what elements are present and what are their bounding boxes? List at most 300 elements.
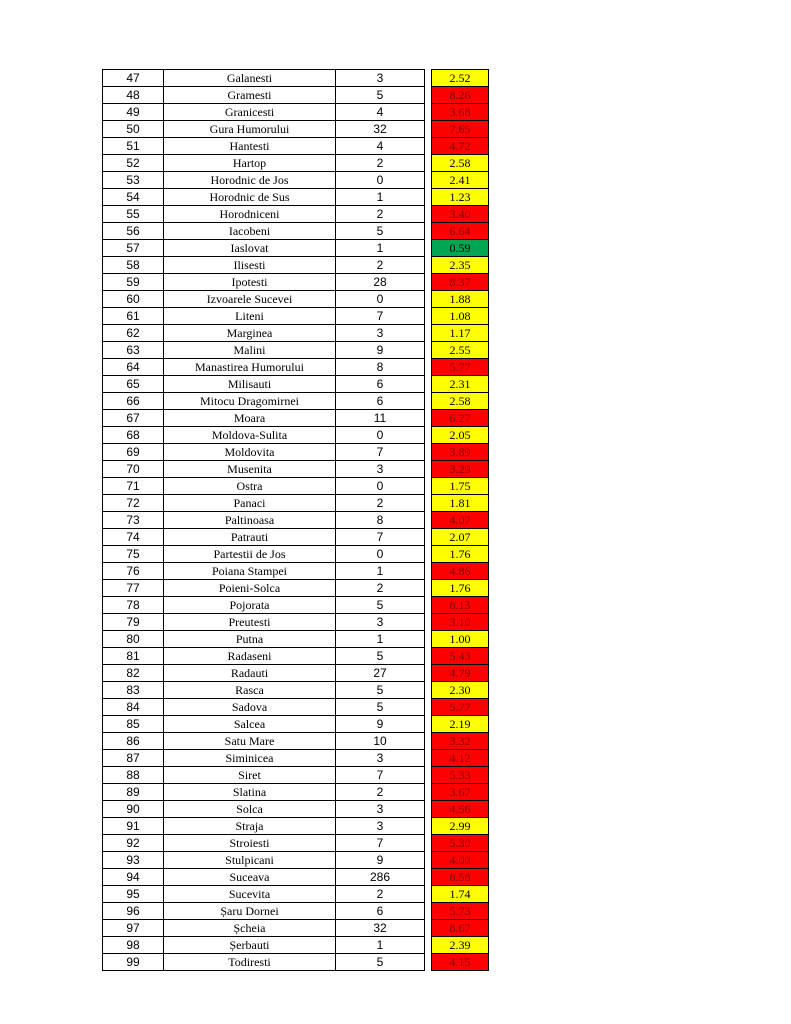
locality-name-cell: Poiana Stampei	[164, 563, 336, 580]
case-count-cell: 0	[336, 546, 425, 563]
case-count-cell: 5	[336, 648, 425, 665]
incidence-rate-cell: 2.31	[432, 376, 489, 393]
row-number-cell: 69	[103, 444, 164, 461]
column-spacer	[425, 342, 432, 359]
case-count-cell: 5	[336, 682, 425, 699]
case-count-cell: 7	[336, 308, 425, 325]
incidence-rate-cell: 3.29	[432, 461, 489, 478]
incidence-rate-cell: 1.76	[432, 546, 489, 563]
row-number-cell: 96	[103, 903, 164, 920]
incidence-rate-cell: 4.79	[432, 665, 489, 682]
case-count-cell: 1	[336, 240, 425, 257]
table-row	[103, 291, 489, 308]
row-number-cell: 64	[103, 359, 164, 376]
column-spacer	[425, 699, 432, 716]
table-row	[103, 172, 489, 189]
case-count-cell: 32	[336, 121, 425, 138]
incidence-rate-cell: 8.13	[432, 597, 489, 614]
table-row	[103, 155, 489, 172]
incidence-rate-cell: 3.68	[432, 104, 489, 121]
locality-name-cell: Siminicea	[164, 750, 336, 767]
table-row	[103, 427, 489, 444]
row-number-cell: 85	[103, 716, 164, 733]
locality-name-cell: Milisauti	[164, 376, 336, 393]
table-row	[103, 665, 489, 682]
incidence-rate-cell: 3.10	[432, 614, 489, 631]
table-row	[103, 376, 489, 393]
row-number-cell: 49	[103, 104, 164, 121]
row-number-cell: 52	[103, 155, 164, 172]
column-spacer	[425, 631, 432, 648]
incidence-rate-cell: 3.67	[432, 784, 489, 801]
column-spacer	[425, 648, 432, 665]
incidence-rate-cell: 4.72	[432, 138, 489, 155]
incidence-rate-cell: 5.43	[432, 648, 489, 665]
column-spacer	[425, 563, 432, 580]
case-count-cell: 0	[336, 478, 425, 495]
locality-name-cell: Moldovita	[164, 444, 336, 461]
case-count-cell: 6	[336, 393, 425, 410]
case-count-cell: 5	[336, 954, 425, 971]
locality-name-cell: Suceava	[164, 869, 336, 886]
locality-name-cell: Liteni	[164, 308, 336, 325]
case-count-cell: 3	[336, 614, 425, 631]
column-spacer	[425, 495, 432, 512]
locality-name-cell: Șaru Dornei	[164, 903, 336, 920]
incidence-rate-cell: 2.19	[432, 716, 489, 733]
column-spacer	[425, 240, 432, 257]
locality-name-cell: Patrauti	[164, 529, 336, 546]
table-row	[103, 716, 489, 733]
row-number-cell: 79	[103, 614, 164, 631]
row-number-cell: 68	[103, 427, 164, 444]
column-spacer	[425, 87, 432, 104]
table-row	[103, 852, 489, 869]
table-row	[103, 869, 489, 886]
column-spacer	[425, 733, 432, 750]
incidence-rate-cell: 3.40	[432, 206, 489, 223]
row-number-cell: 54	[103, 189, 164, 206]
column-spacer	[425, 869, 432, 886]
case-count-cell: 8	[336, 359, 425, 376]
locality-name-cell: Șcheia	[164, 920, 336, 937]
row-number-cell: 92	[103, 835, 164, 852]
table-row	[103, 461, 489, 478]
table-row	[103, 257, 489, 274]
table-row	[103, 70, 489, 87]
case-count-cell: 1	[336, 563, 425, 580]
column-spacer	[425, 886, 432, 903]
table-row	[103, 835, 489, 852]
table-row	[103, 733, 489, 750]
column-spacer	[425, 937, 432, 954]
table-row	[103, 138, 489, 155]
row-number-cell: 65	[103, 376, 164, 393]
case-count-cell: 7	[336, 444, 425, 461]
incidence-rate-cell: 2.35	[432, 257, 489, 274]
row-number-cell: 51	[103, 138, 164, 155]
table-row	[103, 274, 489, 291]
row-number-cell: 77	[103, 580, 164, 597]
table-row	[103, 359, 489, 376]
locality-name-cell: Stulpicani	[164, 852, 336, 869]
locality-name-cell: Musenita	[164, 461, 336, 478]
locality-name-cell: Partestii de Jos	[164, 546, 336, 563]
row-number-cell: 62	[103, 325, 164, 342]
incidence-rate-cell: 2.58	[432, 155, 489, 172]
row-number-cell: 67	[103, 410, 164, 427]
column-spacer	[425, 223, 432, 240]
case-count-cell: 3	[336, 750, 425, 767]
column-spacer	[425, 801, 432, 818]
row-number-cell: 70	[103, 461, 164, 478]
case-count-cell: 1	[336, 189, 425, 206]
row-number-cell: 93	[103, 852, 164, 869]
row-number-cell: 82	[103, 665, 164, 682]
row-number-cell: 63	[103, 342, 164, 359]
locality-name-cell: Horodniceni	[164, 206, 336, 223]
row-number-cell: 57	[103, 240, 164, 257]
locality-name-cell: Gramesti	[164, 87, 336, 104]
locality-name-cell: Horodnic de Sus	[164, 189, 336, 206]
incidence-rate-cell: 6.27	[432, 410, 489, 427]
case-count-cell: 3	[336, 818, 425, 835]
row-number-cell: 56	[103, 223, 164, 240]
incidence-rate-cell: 8.37	[432, 274, 489, 291]
column-spacer	[425, 682, 432, 699]
incidence-rate-cell: 0.59	[432, 240, 489, 257]
incidence-rate-cell: 3.32	[432, 733, 489, 750]
case-count-cell: 2	[336, 495, 425, 512]
locality-name-cell: Ilisesti	[164, 257, 336, 274]
column-spacer	[425, 376, 432, 393]
locality-name-cell: Satu Mare	[164, 733, 336, 750]
case-count-cell: 0	[336, 427, 425, 444]
incidence-rate-cell: 8.58	[432, 869, 489, 886]
incidence-rate-cell: 1.88	[432, 291, 489, 308]
table-row	[103, 342, 489, 359]
incidence-rate-cell: 5.30	[432, 835, 489, 852]
column-spacer	[425, 665, 432, 682]
case-count-cell: 3	[336, 325, 425, 342]
incidence-rate-cell: 2.99	[432, 818, 489, 835]
column-spacer	[425, 529, 432, 546]
case-count-cell: 6	[336, 903, 425, 920]
table-row	[103, 308, 489, 325]
row-number-cell: 87	[103, 750, 164, 767]
row-number-cell: 91	[103, 818, 164, 835]
table-row	[103, 240, 489, 257]
row-number-cell: 98	[103, 937, 164, 954]
table-body	[103, 70, 489, 971]
locality-name-cell: Sadova	[164, 699, 336, 716]
case-count-cell: 3	[336, 70, 425, 87]
locality-name-cell: Manastirea Humorului	[164, 359, 336, 376]
table-row	[103, 563, 489, 580]
incidence-rate-cell: 1.75	[432, 478, 489, 495]
incidence-rate-cell: 1.81	[432, 495, 489, 512]
column-spacer	[425, 70, 432, 87]
case-count-cell: 9	[336, 716, 425, 733]
column-spacer	[425, 750, 432, 767]
incidence-rate-cell: 2.30	[432, 682, 489, 699]
column-spacer	[425, 104, 432, 121]
incidence-rate-cell: 2.05	[432, 427, 489, 444]
column-spacer	[425, 155, 432, 172]
incidence-rate-cell: 1.76	[432, 580, 489, 597]
column-spacer	[425, 784, 432, 801]
column-spacer	[425, 206, 432, 223]
case-count-cell: 286	[336, 869, 425, 886]
case-count-cell: 7	[336, 835, 425, 852]
incidence-rate-cell: 2.58	[432, 393, 489, 410]
column-spacer	[425, 512, 432, 529]
locality-name-cell: Hartop	[164, 155, 336, 172]
locality-name-cell: Radaseni	[164, 648, 336, 665]
row-number-cell: 95	[103, 886, 164, 903]
table-row	[103, 325, 489, 342]
incidence-rate-cell: 1.00	[432, 631, 489, 648]
case-count-cell: 2	[336, 206, 425, 223]
incidence-rate-cell: 2.41	[432, 172, 489, 189]
row-number-cell: 71	[103, 478, 164, 495]
incidence-rate-cell: 5.77	[432, 699, 489, 716]
incidence-rate-cell: 4.15	[432, 954, 489, 971]
table-row	[103, 784, 489, 801]
incidence-rate-cell: 1.08	[432, 308, 489, 325]
locality-name-cell: Stroiesti	[164, 835, 336, 852]
locality-name-cell: Izvoarele Sucevei	[164, 291, 336, 308]
column-spacer	[425, 410, 432, 427]
incidence-rate-cell: 8.67	[432, 920, 489, 937]
incidence-rate-cell: 8.26	[432, 87, 489, 104]
row-number-cell: 94	[103, 869, 164, 886]
case-count-cell: 10	[336, 733, 425, 750]
column-spacer	[425, 580, 432, 597]
case-count-cell: 4	[336, 138, 425, 155]
incidence-rate-cell: 5.77	[432, 359, 489, 376]
locality-name-cell: Paltinoasa	[164, 512, 336, 529]
table-row	[103, 920, 489, 937]
case-count-cell: 0	[336, 291, 425, 308]
table-row	[103, 393, 489, 410]
column-spacer	[425, 835, 432, 852]
table-row	[103, 495, 489, 512]
incidence-rate-cell: 2.39	[432, 937, 489, 954]
row-number-cell: 83	[103, 682, 164, 699]
row-number-cell: 59	[103, 274, 164, 291]
column-spacer	[425, 614, 432, 631]
column-spacer	[425, 852, 432, 869]
table-row	[103, 954, 489, 971]
table-row	[103, 189, 489, 206]
row-number-cell: 60	[103, 291, 164, 308]
locality-name-cell: Horodnic de Jos	[164, 172, 336, 189]
incidence-rate-cell: 6.64	[432, 223, 489, 240]
column-spacer	[425, 393, 432, 410]
table-row	[103, 87, 489, 104]
incidence-rate-cell: 5.33	[432, 767, 489, 784]
incidence-rate-cell: 1.74	[432, 886, 489, 903]
incidence-rate-cell: 3.89	[432, 444, 489, 461]
table-row	[103, 410, 489, 427]
row-number-cell: 48	[103, 87, 164, 104]
incidence-rate-cell: 4.86	[432, 563, 489, 580]
localities-table	[102, 69, 489, 971]
locality-name-cell: Straja	[164, 818, 336, 835]
row-number-cell: 74	[103, 529, 164, 546]
row-number-cell: 75	[103, 546, 164, 563]
row-number-cell: 86	[103, 733, 164, 750]
incidence-rate-cell: 4.07	[432, 512, 489, 529]
case-count-cell: 6	[336, 376, 425, 393]
locality-name-cell: Granicesti	[164, 104, 336, 121]
case-count-cell: 28	[336, 274, 425, 291]
case-count-cell: 2	[336, 784, 425, 801]
table-row	[103, 597, 489, 614]
case-count-cell: 2	[336, 886, 425, 903]
case-count-cell: 5	[336, 87, 425, 104]
column-spacer	[425, 716, 432, 733]
column-spacer	[425, 444, 432, 461]
row-number-cell: 47	[103, 70, 164, 87]
column-spacer	[425, 325, 432, 342]
locality-name-cell: Malini	[164, 342, 336, 359]
locality-name-cell: Mitocu Dragomirnei	[164, 393, 336, 410]
table-row	[103, 750, 489, 767]
incidence-rate-cell: 1.23	[432, 189, 489, 206]
locality-name-cell: Panaci	[164, 495, 336, 512]
case-count-cell: 2	[336, 580, 425, 597]
table-row	[103, 648, 489, 665]
column-spacer	[425, 920, 432, 937]
locality-name-cell: Slatina	[164, 784, 336, 801]
column-spacer	[425, 172, 432, 189]
case-count-cell: 5	[336, 597, 425, 614]
locality-name-cell: Preutesti	[164, 614, 336, 631]
table-row	[103, 886, 489, 903]
column-spacer	[425, 274, 432, 291]
case-count-cell: 3	[336, 801, 425, 818]
locality-name-cell: Gura Humorului	[164, 121, 336, 138]
row-number-cell: 55	[103, 206, 164, 223]
row-number-cell: 76	[103, 563, 164, 580]
row-number-cell: 73	[103, 512, 164, 529]
case-count-cell: 8	[336, 512, 425, 529]
row-number-cell: 89	[103, 784, 164, 801]
row-number-cell: 99	[103, 954, 164, 971]
table-row	[103, 614, 489, 631]
table-row	[103, 104, 489, 121]
incidence-rate-cell: 1.17	[432, 325, 489, 342]
locality-name-cell: Hantesti	[164, 138, 336, 155]
table-row	[103, 223, 489, 240]
column-spacer	[425, 818, 432, 835]
case-count-cell: 9	[336, 342, 425, 359]
table-row	[103, 903, 489, 920]
locality-name-cell: Galanesti	[164, 70, 336, 87]
row-number-cell: 72	[103, 495, 164, 512]
case-count-cell: 5	[336, 223, 425, 240]
case-count-cell: 3	[336, 461, 425, 478]
table-row	[103, 580, 489, 597]
locality-name-cell: Ostra	[164, 478, 336, 495]
row-number-cell: 61	[103, 308, 164, 325]
column-spacer	[425, 546, 432, 563]
locality-name-cell: Salcea	[164, 716, 336, 733]
locality-name-cell: Todiresti	[164, 954, 336, 971]
locality-name-cell: Solca	[164, 801, 336, 818]
table-row	[103, 444, 489, 461]
table-row	[103, 801, 489, 818]
table-row	[103, 512, 489, 529]
row-number-cell: 53	[103, 172, 164, 189]
row-number-cell: 50	[103, 121, 164, 138]
locality-name-cell: Poieni-Solca	[164, 580, 336, 597]
case-count-cell: 5	[336, 699, 425, 716]
column-spacer	[425, 954, 432, 971]
table-row	[103, 767, 489, 784]
column-spacer	[425, 121, 432, 138]
locality-name-cell: Marginea	[164, 325, 336, 342]
row-number-cell: 66	[103, 393, 164, 410]
case-count-cell: 7	[336, 767, 425, 784]
column-spacer	[425, 138, 432, 155]
case-count-cell: 11	[336, 410, 425, 427]
column-spacer	[425, 597, 432, 614]
locality-name-cell: Șerbauti	[164, 937, 336, 954]
incidence-rate-cell: 2.07	[432, 529, 489, 546]
case-count-cell: 4	[336, 104, 425, 121]
locality-name-cell: Pojorata	[164, 597, 336, 614]
incidence-rate-cell: 5.73	[432, 903, 489, 920]
column-spacer	[425, 359, 432, 376]
column-spacer	[425, 903, 432, 920]
column-spacer	[425, 308, 432, 325]
case-count-cell: 2	[336, 155, 425, 172]
column-spacer	[425, 461, 432, 478]
column-spacer	[425, 291, 432, 308]
table-row	[103, 478, 489, 495]
table-row	[103, 546, 489, 563]
row-number-cell: 88	[103, 767, 164, 784]
table-row	[103, 529, 489, 546]
case-count-cell: 1	[336, 631, 425, 648]
column-spacer	[425, 257, 432, 274]
row-number-cell: 78	[103, 597, 164, 614]
row-number-cell: 84	[103, 699, 164, 716]
case-count-cell: 32	[336, 920, 425, 937]
case-count-cell: 2	[336, 257, 425, 274]
row-number-cell: 80	[103, 631, 164, 648]
case-count-cell: 7	[336, 529, 425, 546]
locality-name-cell: Radauti	[164, 665, 336, 682]
locality-name-cell: Sucevita	[164, 886, 336, 903]
locality-name-cell: Iaslovat	[164, 240, 336, 257]
locality-name-cell: Rasca	[164, 682, 336, 699]
table-row	[103, 818, 489, 835]
locality-name-cell: Moldova-Sulita	[164, 427, 336, 444]
column-spacer	[425, 189, 432, 206]
incidence-rate-cell: 4.56	[432, 801, 489, 818]
locality-name-cell: Siret	[164, 767, 336, 784]
locality-name-cell: Iacobeni	[164, 223, 336, 240]
case-count-cell: 1	[336, 937, 425, 954]
table-row	[103, 121, 489, 138]
column-spacer	[425, 478, 432, 495]
table-row	[103, 206, 489, 223]
row-number-cell: 81	[103, 648, 164, 665]
